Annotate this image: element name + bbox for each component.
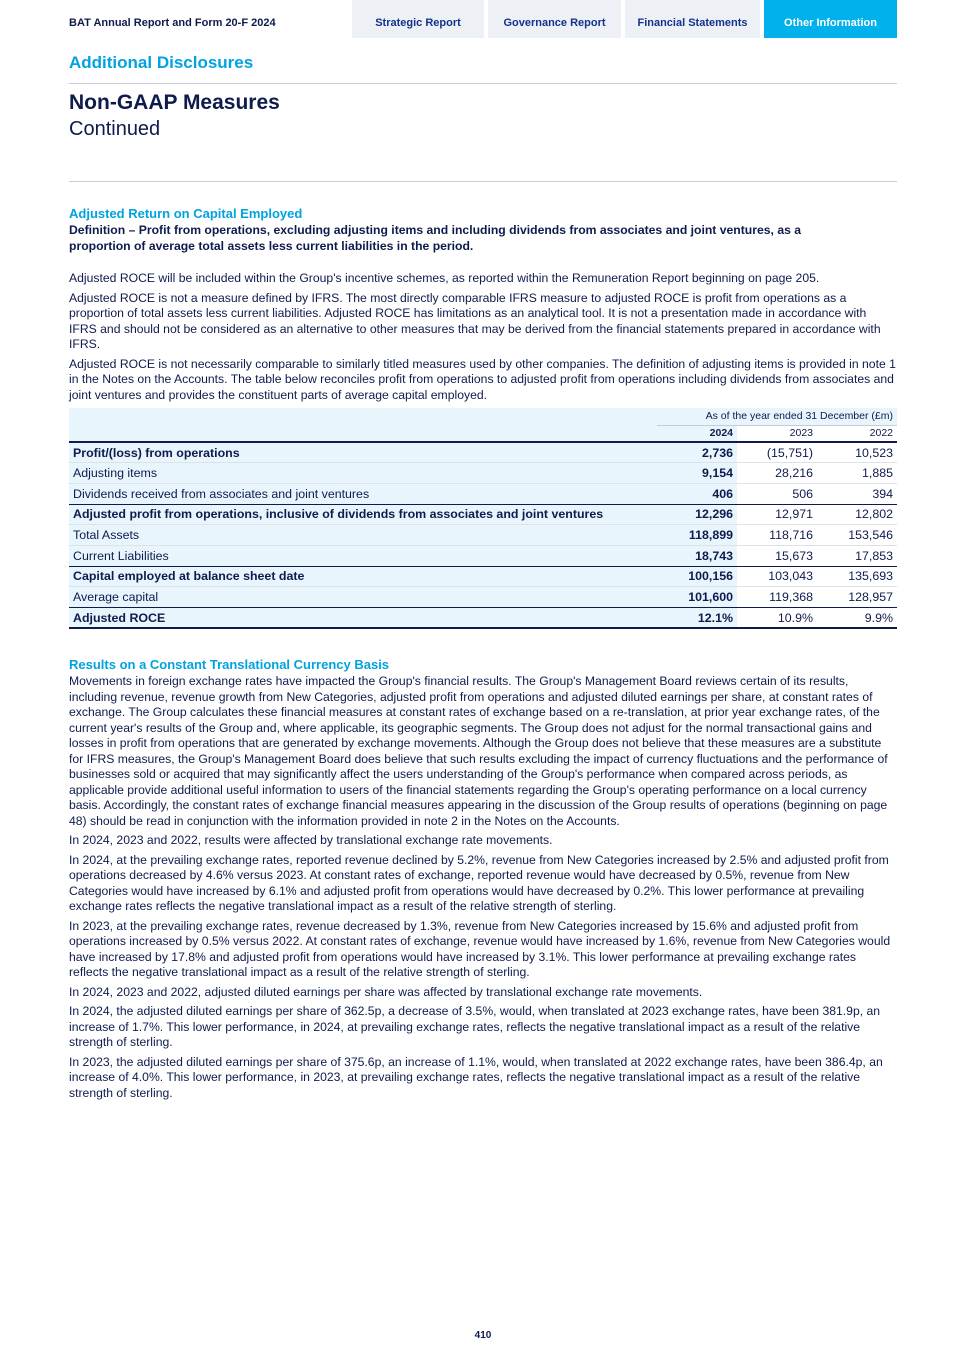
cell-value: 12.1% (657, 608, 737, 629)
row-label: Average capital (69, 587, 657, 608)
row-label: Adjusting items (69, 463, 657, 484)
roce-paragraph: Adjusted ROCE will be included within the Group's incentive schemes, as reported within the Remuneration Report beginning on page 205. (69, 271, 820, 285)
row-label: Dividends received from associates and joint ventures (69, 483, 657, 504)
table-row (69, 483, 897, 504)
cell-value: 101,600 (657, 587, 737, 608)
row-label: Profit/(loss) from operations (69, 442, 657, 463)
cell-value: 103,043 (737, 566, 817, 587)
tab-other-information[interactable]: Other Information (764, 0, 897, 38)
constant-currency-paragraph: In 2024, the adjusted diluted earnings per share of 362.5p, a decrease of 3.5%, would, when translated at 2023 exchange rates, have been 381.9p, an increase of 1.7%. This lower performance, in 2024, at prevailing exchange rates, reflects the negative translational impact as a result of the relative strength of sterling. (69, 1004, 881, 1050)
constant-currency-paragraph: In 2023, the adjusted diluted earnings per share of 375.6p, an increase of 1.1%, would, when translated at 2022 exchange rates, have been 386.4p, an increase of 4.0%. This lower performance, in 2023, at prevailing exchange rates, reflects the negative translational impact as a result of the relative strength of sterling. (69, 1054, 883, 1100)
page-number: 410 (474, 1330, 492, 1341)
cell-value: 10,523 (817, 442, 897, 463)
top-navigation (0, 0, 966, 38)
cell-value: 10.9% (737, 608, 817, 629)
table-row (69, 608, 897, 629)
row-label: Total Assets (69, 525, 657, 546)
constant-currency-paragraph: In 2023, at the prevailing exchange rates, revenue decreased by 1.3%, revenue from New Categories increased by 15.6% and adjusted profit from operations increased by 0.5% versus 2022. At constant rates of exchange, revenue would have increased by 1.6%, revenue from New Categories would have increased by 17.8% and adjusted profit from operations would have increased by 3.1%. This lower performance at prevailing exchange rates reflects the negative translational impact as a result of the relative strength of sterling. (69, 918, 891, 980)
main-content (69, 206, 897, 1105)
cell-value: 12,971 (737, 504, 817, 525)
cell-value: 135,693 (817, 566, 897, 587)
table-row (69, 463, 897, 484)
cell-value: 128,957 (817, 587, 897, 608)
table-row (69, 525, 897, 546)
column-header-year: 2022 (817, 425, 897, 442)
roce-heading: Adjusted Return on Capital Employed (69, 206, 303, 221)
roce-table (69, 408, 897, 629)
cell-value: 12,296 (657, 504, 737, 525)
report-title: BAT Annual Report and Form 20-F 2024 (69, 17, 276, 29)
cell-value: 153,546 (817, 525, 897, 546)
table-row (69, 587, 897, 608)
constant-currency-heading: Results on a Constant Translational Currency Basis (69, 657, 390, 673)
cell-value: 9.9% (817, 608, 897, 629)
roce-definition: Definition – Profit from operations, excluding adjusting items and including dividends from associates and joint ventures, as a proportion of average total assets less current liabilities in the period. (69, 223, 802, 253)
page-subtitle: Continued (69, 118, 161, 140)
cell-value: (15,751) (737, 442, 817, 463)
page-title: Non-GAAP Measures (69, 91, 280, 114)
constant-currency-paragraph: In 2024, 2023 and 2022, adjusted diluted earnings per share was affected by translational exchange rate movements. (69, 984, 703, 999)
cell-value: 118,899 (657, 525, 737, 546)
cell-value: 506 (737, 483, 817, 504)
column-header-year: 2024 (657, 425, 737, 442)
column-header-year: 2023 (737, 425, 817, 442)
divider (69, 181, 897, 182)
row-label: Adjusted ROCE (69, 608, 657, 629)
row-label: Capital employed at balance sheet date (69, 566, 657, 587)
cell-value: 17,853 (817, 545, 897, 566)
cell-value: 100,156 (657, 566, 737, 587)
cell-value: 118,716 (737, 525, 817, 546)
tab-governance-report[interactable]: Governance Report (488, 0, 621, 38)
cell-value: 12,802 (817, 504, 897, 525)
table-row (69, 545, 897, 566)
constant-currency-paragraph: Movements in foreign exchange rates have impacted the Group's financial results. The Group's Management Board reviews certain of its results, including revenue, revenue growth from New Categories, adjusted profit from operations and adjusted diluted earnings per share, at constant rates of exchange. The Group calculates these financial measures at constant rates of exchange based on a re-translation, at prior year exchange rates, of the current year's results of the Group and, where applicable, its geographic segments. The Group does not adjust for the normal transactional gains and losses in profit from operations that are generated by exchange movements. Although the Group does not believe that these measures are a substitute for IFRS measures, the Group's Management Board does believe that such results excluding the impact of currency fluctuations and the performance of businesses sold or acquired that may significantly affect the users understanding of the Group's performance when compared across periods, as applicable provide additional useful information to users of the financial statements regarding the Group's operating performance on a local currency basis. Accordingly, the constant rates of exchange financial measures appearing in the discussion of the Group results of operations (beginning on page 48) should be read in conjunction with the information provided in note 2 in the Notes on the Accounts. (69, 674, 888, 828)
table-caption: As of the year ended 31 December (£m) (657, 408, 897, 425)
roce-paragraph: Adjusted ROCE is not necessarily comparable to similarly titled measures used by other companies. The definition of adjusting items is provided in note 1 in the Notes on the Accounts. The table below reconciles profit from operations to adjusted profit from operations including dividends from associates and joint ventures and provides the constituent parts of average capital employed. (69, 356, 896, 402)
row-label: Adjusted profit from operations, inclusive of dividends from associates and joint ventures (69, 504, 657, 525)
cell-value: 406 (657, 483, 737, 504)
roce-paragraph: Adjusted ROCE is not a measure defined by IFRS. The most directly comparable IFRS measure to adjusted ROCE is profit from operations as a proportion of total assets less current liabilities. Adjusted ROCE has limitations as an analytical tool. It is not a presentation made in accordance with IFRS and should not be considered as an alternative to other measures that may be derived from the financial statements prepared in accordance with IFRS. (69, 290, 881, 351)
cell-value: 28,216 (737, 463, 817, 484)
cell-value: 18,743 (657, 545, 737, 566)
tab-financial-statements[interactable]: Financial Statements (625, 0, 760, 38)
cell-value: 2,736 (657, 442, 737, 463)
section-label: Additional Disclosures (69, 53, 254, 72)
table-row (69, 504, 897, 525)
table-row (69, 566, 897, 587)
constant-currency-paragraph: In 2024, 2023 and 2022, results were affected by translational exchange rate movements. (69, 833, 553, 848)
cell-value: 1,885 (817, 463, 897, 484)
constant-currency-section (69, 657, 897, 1101)
cell-value: 9,154 (657, 463, 737, 484)
cell-value: 15,673 (737, 545, 817, 566)
constant-currency-paragraph: In 2024, at the prevailing exchange rates, reported revenue declined by 5.2%, revenue from New Categories increased by 2.5% and adjusted profit from operations decreased by 4.6% versus 2023. At constant rates of exchange, reported revenue would have decreased by 0.5%, revenue from New Categories would have increased by 6.1% and adjusted profit from operations would have decreased by 0.2%. This lower performance at prevailing exchange rates reflects the negative translational impact as a result of the relative strength of sterling. (69, 852, 889, 914)
cell-value: 394 (817, 483, 897, 504)
row-label: Current Liabilities (69, 545, 657, 566)
table-row (69, 442, 897, 463)
tab-strategic-report[interactable]: Strategic Report (352, 0, 484, 38)
divider (69, 83, 897, 84)
cell-value: 119,368 (737, 587, 817, 608)
